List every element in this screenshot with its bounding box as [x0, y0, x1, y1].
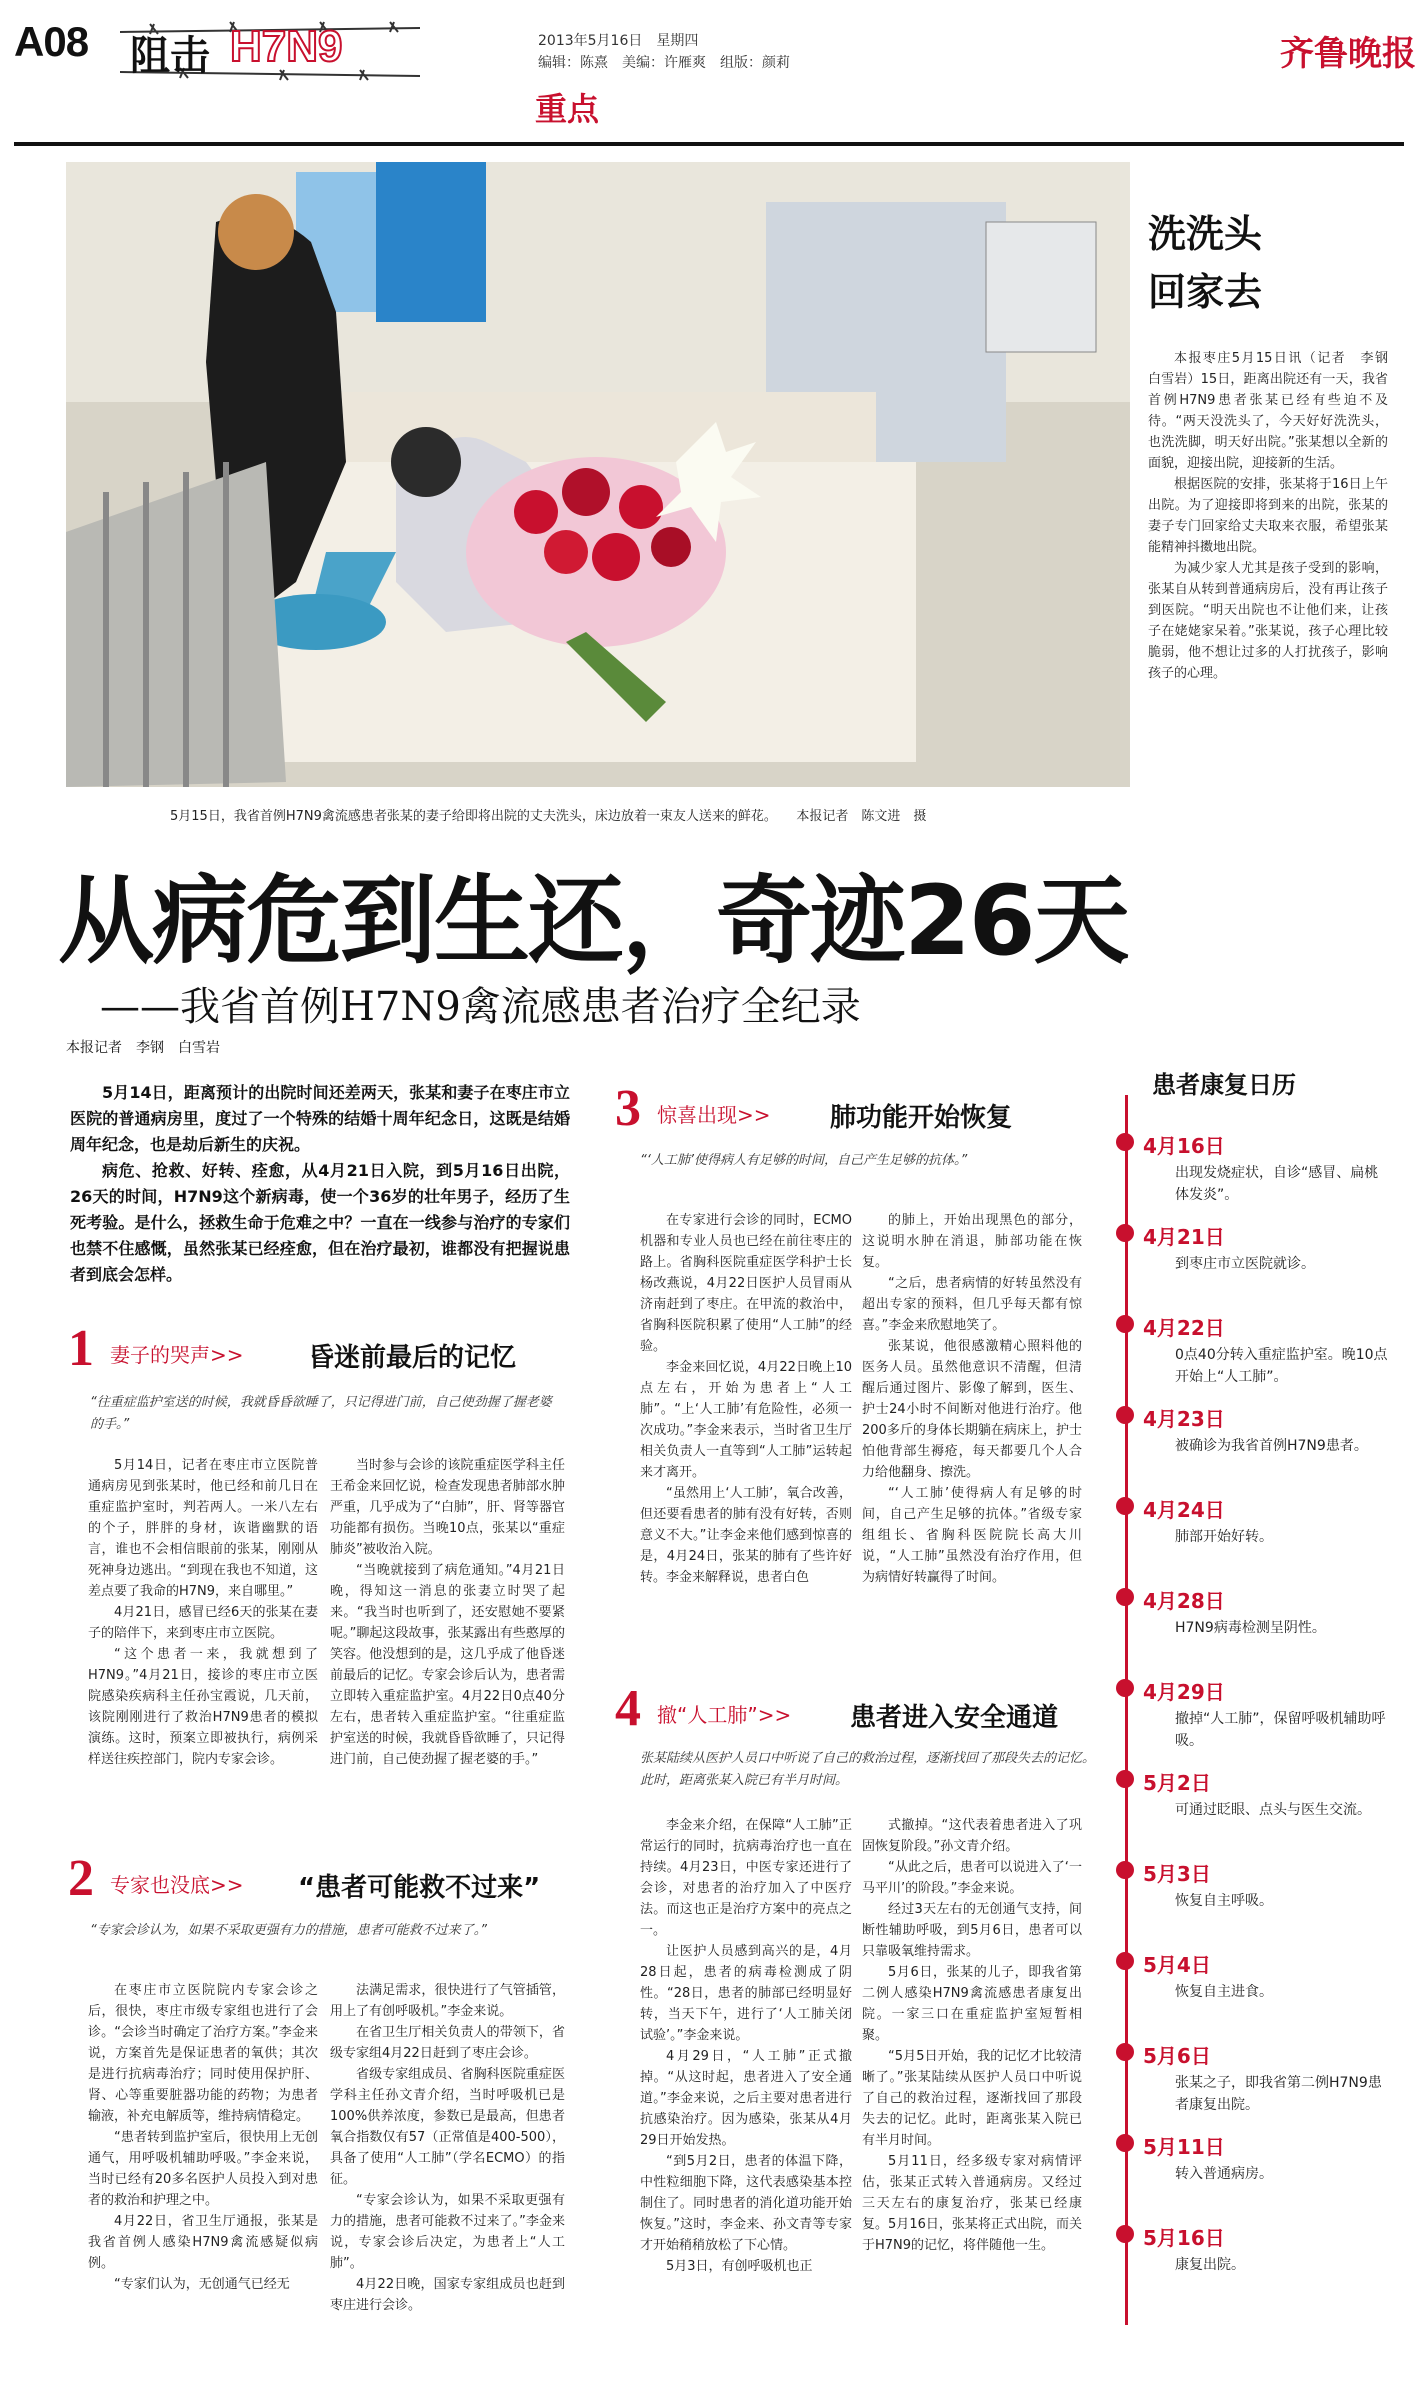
- timeline-text: 恢复自主呼吸。: [1175, 1893, 1273, 1909]
- body-paragraph: 5月11日，经多级专家对病情评估，张某正式转入普通病房。又经过三天左右的康复治疗，张某已经康复。5月16日，张某将正式出院，而关于H7N9的记忆，将伴随他一生。: [862, 2154, 1082, 2253]
- newspaper-logo: 齐鲁晚报: [1280, 34, 1416, 74]
- body-paragraph: “之后，患者病情的好转虽然没有超出专家的预料，但几乎每天都有惊喜。”李金来欣慰地笑了。: [862, 1276, 1082, 1333]
- section-3-col2: [862, 1210, 1082, 1588]
- section-1-col2: [330, 1455, 565, 1770]
- section-number: 1: [68, 1320, 94, 1377]
- timeline-date: 5月3日: [1143, 1862, 1211, 1886]
- sidebar-paragraph: 为减少家人尤其是孩子受到的影响，张某自从转到普通病房后，没有再让孩子到医院。“明天出院也不让他们来，让孩子在姥姥家呆着。”张某说，孩子心理比较脆弱，他不想让过多的人打扰孩子，影响孩子的心理。: [1148, 561, 1388, 681]
- section-2-col2: [330, 1980, 565, 2316]
- section-label: 撤“人工肺”>>: [657, 1703, 792, 1727]
- section-title: 昏迷前最后的记忆: [308, 1343, 517, 1373]
- timeline-dot: [1116, 1315, 1134, 1333]
- body-paragraph: 省级专家组成员、省胸科医院重症医学科主任孙文青介绍，当时呼吸机已是100%供养浓度，参数已是最高，但患者氧合指数仅有57（正常值是400-500），具备了使用“人工肺”（学名ECMO）的指征。: [330, 2067, 565, 2187]
- section-banner: [120, 14, 420, 84]
- timeline-dot: [1116, 1588, 1134, 1606]
- body-paragraph: 式撤掉。“这代表着患者进入了巩固恢复阶段。”孙文青介绍。: [862, 1818, 1082, 1854]
- section-title: 肺功能开始恢复: [830, 1103, 1013, 1133]
- header-rule: [14, 142, 1404, 146]
- section-title: 患者进入安全通道: [850, 1703, 1059, 1733]
- sidebar-paragraph: 本报枣庄5月15日讯（记者 李钢 白雪岩）15日，距离出院还有一天，我省首例H7N9患者张某已经有些迫不及待。“两天没洗头了，今天好好洗洗头，也洗洗脚，明天好出院。”张某想以全新的面貌，迎接出院，迎接新的生活。: [1148, 351, 1402, 471]
- timeline-date: 5月16日: [1143, 2226, 1225, 2250]
- date-line: 2013年5月16日 星期四: [538, 33, 699, 49]
- timeline-text: 肺部开始好转。: [1175, 1529, 1273, 1545]
- body-paragraph: “专家们认为，无创通气已经无: [114, 2277, 290, 2292]
- timeline-date: 4月22日: [1143, 1316, 1225, 1340]
- body-paragraph: “这个患者一来，我就想到了H7N9。”4月21日，接诊的枣庄市立医院感染疾病科主任孙宝霞说，几天前，该院刚刚进行了救治H7N9患者的模拟演练。这时，预案立即被执行，病例采样送往疾控部门，院内专家会诊。: [88, 1647, 318, 1767]
- body-paragraph: “‘人工肺’使得病人有足够的时间，自己产生足够的抗体。”省级专家组组长、省胸科医院院长高大川说，“人工肺”虽然没有治疗作用，但为病情好转赢得了时间。: [862, 1486, 1082, 1585]
- page-number: A08: [14, 18, 89, 65]
- byline: 本报记者 李钢 白雪岩: [66, 1040, 220, 1056]
- body-paragraph: 4月22日，省卫生厅通报，张某是我省首例人感染H7N9禽流感疑似病例。: [88, 2214, 318, 2271]
- lead-paragraph: 病危、抢救、好转、痊愈，从4月21日入院，到5月16日出院，26天的时间，H7N9这个新病毒，使一个36岁的壮年男子，经历了生死考验。是什么，拯救生命于危难之中？一直在一线参与治疗的专家们也禁不住感慨，虽然张某已经痊愈，但在治疗最初，谁都没有把握说患者到底会怎样。: [70, 1161, 570, 1284]
- sidebar-story-title: [1148, 205, 1262, 321]
- section-label: 妻子的哭声>>: [110, 1343, 244, 1367]
- body-paragraph: 4月22日晚，国家专家组成员也赶到枣庄进行会诊。: [330, 2277, 565, 2313]
- body-paragraph: 法满足需求，很快进行了气管插管，用上了有创呼吸机。”李金来说。: [330, 1983, 565, 2019]
- timeline-dot: [1116, 2043, 1134, 2061]
- body-paragraph: 4月21日，感冒已经6天的张某在妻子的陪伴下，来到枣庄市立医院。: [88, 1605, 318, 1641]
- timeline-title: 患者康复日历: [1152, 1071, 1296, 1099]
- timeline-text: 撤掉“人工肺”，保留呼吸机辅助呼吸。: [1175, 1711, 1386, 1749]
- body-paragraph: 在枣庄市立医院院内专家会诊之后，很快，枣庄市级专家组也进行了会诊。“会诊当时确定了治疗方案。”李金来说，方案首先是保证患者的氧供；其次是进行抗病毒治疗；同时使用保护肝、肾、心等重要脏器功能的药物；为患者输液，补充电解质等，维持病情稳定。: [88, 1983, 318, 2124]
- timeline-date: 4月16日: [1143, 1134, 1225, 1158]
- timeline-date: 4月23日: [1143, 1407, 1225, 1431]
- section-4-col1: [640, 1815, 852, 2277]
- body-paragraph: 5月14日，记者在枣庄市立医院普通病房见到张某时，他已经和前几日在重症监护室时，判若两人。一米八左右的个子，胖胖的身材，诙谐幽默的语言，谁也不会相信眼前的张某，刚刚从死神身边逃出。“到现在我也不知道，这差点要了我命的H7N9，来自哪里。”: [88, 1458, 318, 1599]
- header-meta: [538, 30, 790, 74]
- sidebar-title-line1: 洗洗头: [1148, 212, 1263, 256]
- section-title: “患者可能救不过来”: [298, 1873, 541, 1903]
- timeline-text: 张某之子，即我省第二例H7N9患者康复出院。: [1175, 2075, 1382, 2113]
- timeline-date: 4月28日: [1143, 1589, 1225, 1613]
- lead-paragraphs: [70, 1080, 570, 1288]
- section-3-header: [615, 1080, 1095, 1137]
- timeline-text: 到枣庄市立医院就诊。: [1175, 1256, 1315, 1272]
- timeline-dot: [1116, 2134, 1134, 2152]
- section-4-header: [615, 1680, 1095, 1737]
- hospital-photo: [66, 162, 1130, 787]
- section-quote: “专家会诊认为，如果不采取更强有力的措施，患者可能救不过来了。”: [90, 1923, 487, 1938]
- body-paragraph: 5月6日，张某的儿子，即我省第二例人感染H7N9禽流感患者康复出院。一家三口在重症监护室短暂相聚。: [862, 1965, 1082, 2043]
- section-1-header: [68, 1320, 568, 1377]
- section-4-col2: [862, 1815, 1082, 2256]
- timeline-text: 出现发烧症状，自诊“感冒、扁桃体发炎”。: [1175, 1165, 1379, 1203]
- body-paragraph: 5月3日，有创呼吸机也正: [666, 2259, 813, 2274]
- photo-caption: 5月15日，我省首例H7N9禽流感患者张某的妻子给即将出院的丈夫洗头，床边放着一束友人送来的鲜花。 本报记者 陈文进 摄: [170, 809, 927, 824]
- section-number: 3: [615, 1080, 641, 1137]
- body-paragraph: 在省卫生厅相关负责人的带领下，省级专家组4月22日赶到了枣庄会诊。: [330, 2025, 565, 2061]
- timeline-text: 恢复自主进食。: [1175, 1984, 1273, 2000]
- main-headline: 从病危到生还，奇迹26天: [58, 865, 1128, 977]
- body-paragraph: “专家会诊认为，如果不采取更强有力的措施，患者可能救不过来了。”李金来说，专家会诊后决定，为患者上“人工肺”。: [330, 2193, 565, 2271]
- section-number: 2: [68, 1850, 94, 1907]
- timeline-text: 转入普通病房。: [1175, 2166, 1273, 2182]
- section-quote: “往重症监护室送的时候，我就昏昏欲睡了，只记得进门前，自己使劲握了握老婆的手。”: [90, 1395, 552, 1432]
- lead-paragraph: 5月14日，距离预计的出院时间还差两天，张某和妻子在枣庄市立医院的普通病房里，度过了一个特殊的结婚十周年纪念日，这既是结婚周年纪念，也是劫后新生的庆祝。: [70, 1083, 570, 1154]
- section-number: 4: [615, 1680, 641, 1737]
- section-label: 惊喜出现>>: [657, 1103, 771, 1127]
- timeline-text: 康复出院。: [1175, 2257, 1245, 2273]
- timeline-date: 5月11日: [1143, 2135, 1225, 2159]
- timeline-dot: [1116, 1224, 1134, 1242]
- timeline-text: 0点40分转入重症监护室。晚10点开始上“人工肺”。: [1175, 1347, 1388, 1385]
- banner-virus-name: H7N9: [230, 22, 343, 71]
- timeline-text: H7N9病毒检测呈阴性。: [1175, 1620, 1326, 1636]
- body-paragraph: 李金来介绍，在保障“人工肺”正常运行的同时，抗病毒治疗也一直在持续。4月23日，中医专家还进行了会诊，对患者的治疗加入了中医疗法。而这也正是治疗方案中的亮点之一。: [640, 1818, 852, 1938]
- body-paragraph: “患者转到监护室后，很快用上无创通气，用呼吸机辅助呼吸。”李金来说，当时已经有20多名医护人员投入到对患者的救治和护理之中。: [88, 2130, 318, 2208]
- sub-headline: ——我省首例H7N9禽流感患者治疗全纪录: [100, 984, 861, 1030]
- section-3-col1: [640, 1210, 852, 1588]
- timeline-date: 5月4日: [1143, 1953, 1211, 1977]
- body-paragraph: 李金来回忆说，4月22日晚上10点左右，开始为患者上“人工肺”。“上‘人工肺’有危险性，必须一次成功。”李金来表示，当时省卫生厅相关负责人一直等到“人工肺”运转起来才离开。: [640, 1360, 852, 1480]
- section-quote: “‘人工肺’使得病人有足够的时间，自己产生足够的抗体。”: [640, 1153, 968, 1168]
- section-quote: 张某陆续从医护人员口中听说了自己的救治过程，逐渐找回了那段失去的记忆。此时，距离张某入院已有半月时间。: [640, 1751, 1096, 1788]
- timeline-dot: [1116, 1406, 1134, 1424]
- timeline-dot: [1116, 1861, 1134, 1879]
- body-paragraph: 当时参与会诊的该院重症医学科主任王希金来回忆说，检查发现患者肺部水肿严重，几乎成为了“白肺”，肝、肾等器官功能都有损伤。当晚10点，张某以“重症肺炎”被收治入院。: [330, 1458, 565, 1557]
- timeline-dot: [1116, 1679, 1134, 1697]
- body-paragraph: “当晚就接到了病危通知。”4月21日晚，得知这一消息的张妻立时哭了起来。“我当时也听到了，还安慰她不要紧呢。”聊起这段故事，张某露出有些憨厚的笑容。他没想到的是，这几乎成了他昏迷前最后的记忆。专家会诊后认为，患者需立即转入重症监护室。4月22日0点40分左右，患者转入重症监护室。“往重症监护室送的时候，我就昏昏欲睡了，只记得进门前，自己使劲握了握老婆的手。”: [330, 1563, 565, 1767]
- timeline-date: 5月6日: [1143, 2044, 1211, 2068]
- body-paragraph: “从此之后，患者可以说进入了‘一马平川’的阶段。”李金来说。: [862, 1860, 1082, 1896]
- timeline-date: 4月21日: [1143, 1225, 1225, 1249]
- sidebar-paragraph: 根据医院的安排，张某将于16日上午出院。为了迎接即将到来的出院，张某的妻子专门回家给丈夫取来衣服，希望张某能精神抖擞地出院。: [1148, 477, 1388, 555]
- editor-line: 编辑：陈熹 美编：许雁爽 组版：颜莉: [538, 55, 790, 71]
- section-1-col1: [88, 1455, 318, 1770]
- body-paragraph: 让医护人员感到高兴的是，4月28日起，患者的病毒检测成了阴性。“28日，患者的肺部已经明显好转，当天下午，进行了‘人工肺关闭试验’。”李金来说。: [640, 1944, 852, 2043]
- body-paragraph: 张某说，他很感激精心照料他的医务人员。虽然他意识不清醒，但清醒后通过图片、影像了解到，医生、护士24小时不间断对他进行治疗。他200多斤的身体长期躺在病床上，护士怕他背部生褥疮，每天都要几个人合力给他翻身、擦洗。: [862, 1339, 1082, 1480]
- timeline-dot: [1116, 1497, 1134, 1515]
- timeline-date: 4月29日: [1143, 1680, 1225, 1704]
- section-label: 专家也没底>>: [110, 1873, 244, 1897]
- section-tag: 重点: [535, 90, 600, 128]
- sidebar-title-line2: 回家去: [1148, 270, 1263, 314]
- body-paragraph: 的肺上，开始出现黑色的部分，这说明水肿在消退，肺部功能在恢复。: [862, 1213, 1082, 1270]
- banner-title: 阻击: [130, 33, 210, 79]
- body-paragraph: 经过3天左右的无创通气支持，间断性辅助呼吸，到5月6日，患者可以只靠吸氧维持需求。: [862, 1902, 1082, 1959]
- timeline-dot: [1116, 1133, 1134, 1151]
- section-2-header: [68, 1850, 568, 1907]
- timeline-dot: [1116, 1952, 1134, 1970]
- timeline-text: 被确诊为我省首例H7N9患者。: [1175, 1438, 1368, 1454]
- timeline-dot: [1116, 1770, 1134, 1788]
- body-paragraph: 在专家进行会诊的同时，ECMO机器和专业人员也已经在前往枣庄的路上。省胸科医院重症医学科护士长杨改燕说，4月22日医护人员冒雨从济南赶到了枣庄。在甲流的救治中，省胸科医院积累了使用“人工肺”的经验。: [640, 1213, 852, 1354]
- body-paragraph: 4月29日，“人工肺”正式撤掉。“从这时起，患者进入了安全通道。”李金来说，之后主要对患者进行抗感染治疗。因为感染，张某从4月29日开始发热。: [640, 2049, 852, 2148]
- timeline-date: 5月2日: [1143, 1771, 1211, 1795]
- timeline-text: 可通过眨眼、点头与医生交流。: [1175, 1802, 1371, 1818]
- body-paragraph: “虽然用上‘人工肺’，氧合改善，但还要看患者的肺有没有好转，否则意义不大。”让李金来他们感到惊喜的是，4月24日，张某的肺有了些许好转。李金来解释说，患者白色: [640, 1486, 852, 1585]
- sidebar-story-body: [1148, 348, 1402, 684]
- body-paragraph: “到5月2日，患者的体温下降，中性粒细胞下降，这代表感染基本控制住了。同时患者的消化道功能开始恢复。”这时，李金来、孙文青等专家才开始稍稍放松了下心情。: [640, 2154, 852, 2253]
- body-paragraph: “5月5日开始，我的记忆才比较清晰了。”张某陆续从医护人员口中听说了自己的救治过程，逐渐找回了那段失去的记忆。此时，距离张某入院已有半月时间。: [862, 2049, 1082, 2148]
- timeline-dot: [1116, 2225, 1134, 2243]
- section-2-col1: [88, 1980, 318, 2295]
- timeline-date: 4月24日: [1143, 1498, 1225, 1522]
